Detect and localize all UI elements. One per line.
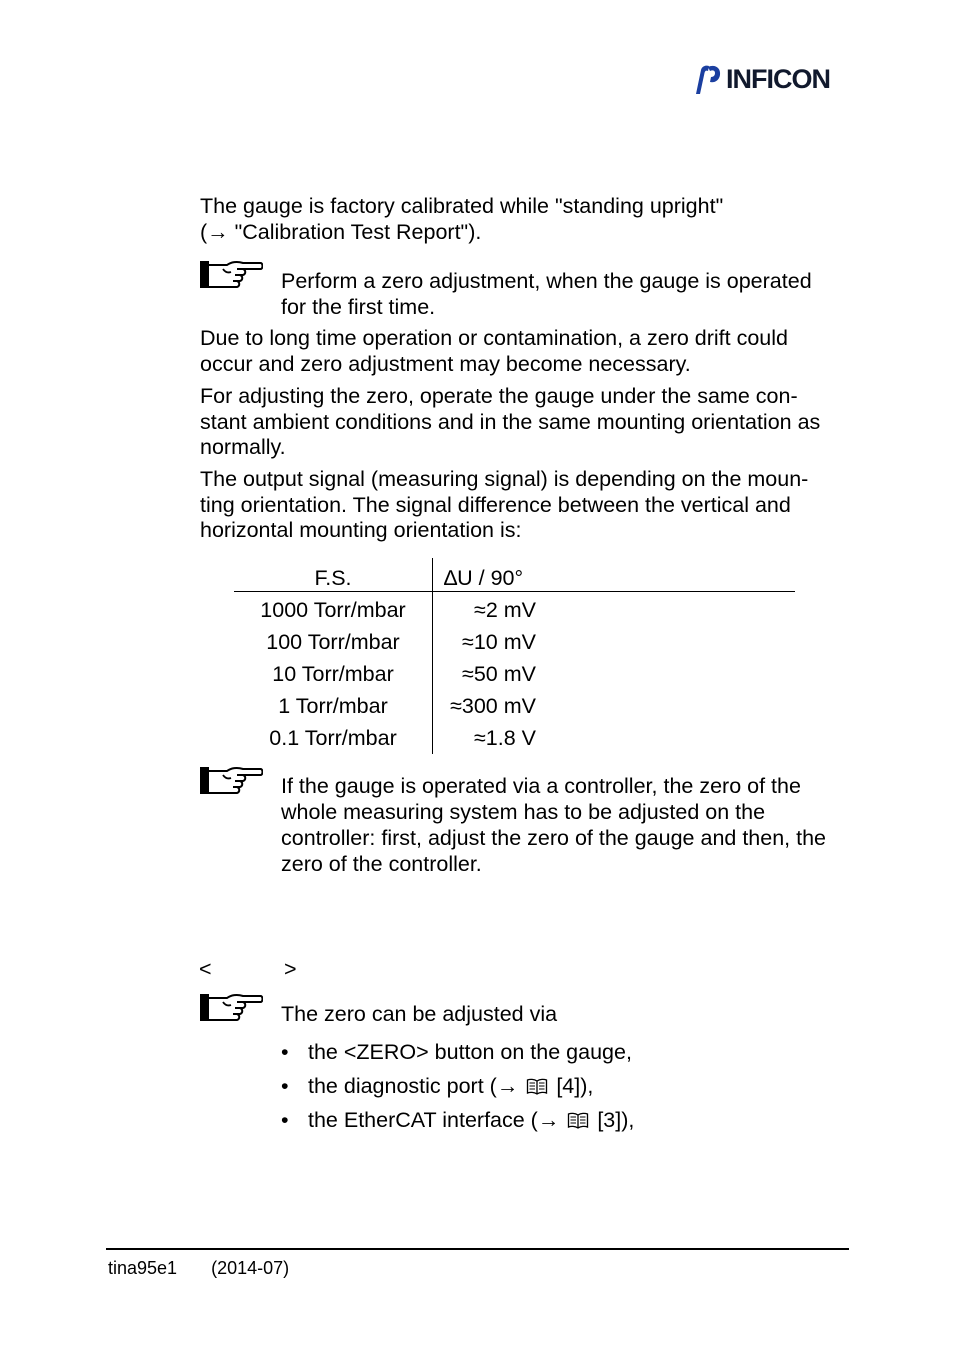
list-item: [281, 1103, 841, 1137]
intro-line-2: (→ "Calibration Test Report").: [200, 219, 482, 244]
table-header-rule: [234, 591, 795, 592]
table-cell-delta-u: ≈50 mV: [462, 662, 536, 686]
intro-text: [200, 194, 840, 245]
section-bracket-open: <: [199, 957, 212, 981]
note-first-time: Perform a zero adjustment, when the gauge is operated for the first time.: [281, 269, 812, 319]
list-item-text: the diagnostic port (→: [308, 1074, 519, 1098]
list-item-text: the EtherCAT interface (→: [308, 1108, 560, 1132]
table-cell-delta-u: ≈1.8 V: [473, 726, 536, 750]
para-adjust-conditions: For adjusting the zero, operate the gauge under the same con-stant ambient conditions and in the same mounting orientation as normally.: [200, 384, 821, 459]
list-item-ref: [3]),: [597, 1108, 635, 1132]
note-controller-zero: If the gauge is operated via a controller, the zero of the whole measuring system has to be adjusted on the controller: first, adjust the zero of the gauge and then, the zero of the controller.: [281, 774, 827, 876]
book-reference-icon: [526, 1078, 548, 1095]
pointing-hand-icon: [199, 766, 263, 796]
table-row: [234, 662, 795, 694]
footer-rule: [106, 1248, 849, 1250]
table-header-delta-u: ∆U / 90°: [444, 566, 524, 590]
table-cell-delta-u: ≈10 mV: [462, 630, 536, 654]
table-cell-delta-u: ≈300 mV: [450, 694, 536, 718]
pointing-hand-icon: [199, 260, 263, 290]
table-cell-fs: 1000 Torr/mbar: [260, 598, 406, 622]
table-header-fs: F.S.: [314, 566, 352, 590]
section-bracket-close: >: [284, 957, 297, 981]
table-cell-delta-u: ≈2 mV: [474, 598, 536, 622]
signal-difference-table: [234, 558, 795, 754]
para-zero-drift: Due to long time operation or contamination, a zero drift could occur and zero adjustment may become necessary.: [200, 326, 788, 376]
table-row: [234, 598, 795, 630]
note-zero-adjust-options: The zero can be adjusted via: [281, 1002, 558, 1026]
footer-date: (2014-07): [211, 1258, 290, 1278]
para-output-signal: The output signal (measuring signal) is depending on the moun-ting orientation. The signal difference between the vertical and horizontal mounting orientation is:: [200, 467, 809, 542]
footer: [108, 1257, 289, 1279]
list-item-text: the <ZERO> button on the gauge,: [308, 1040, 632, 1064]
table-cell-fs: 1 Torr/mbar: [278, 694, 388, 718]
table-row: [234, 630, 795, 662]
inficon-logo: [694, 62, 846, 96]
table-row: [234, 726, 795, 758]
book-reference-icon: [567, 1112, 589, 1129]
list-item: [281, 1069, 841, 1103]
table-cell-fs: 10 Torr/mbar: [272, 662, 394, 686]
footer-doc-id: tina95e1: [108, 1258, 178, 1278]
table-cell-fs: 100 Torr/mbar: [266, 630, 400, 654]
brand-name: INFICON: [726, 64, 830, 94]
pointing-hand-icon: [199, 993, 263, 1023]
table-cell-fs: 0.1 Torr/mbar: [269, 726, 397, 750]
intro-line-1: The gauge is factory calibrated while "standing upright": [200, 194, 724, 218]
list-item-ref: [4]),: [556, 1074, 594, 1098]
inficon-logo-mark-icon: [694, 64, 724, 96]
zero-adjust-options-list: [281, 1035, 841, 1137]
list-item: [281, 1035, 841, 1069]
table-row: [234, 694, 795, 726]
